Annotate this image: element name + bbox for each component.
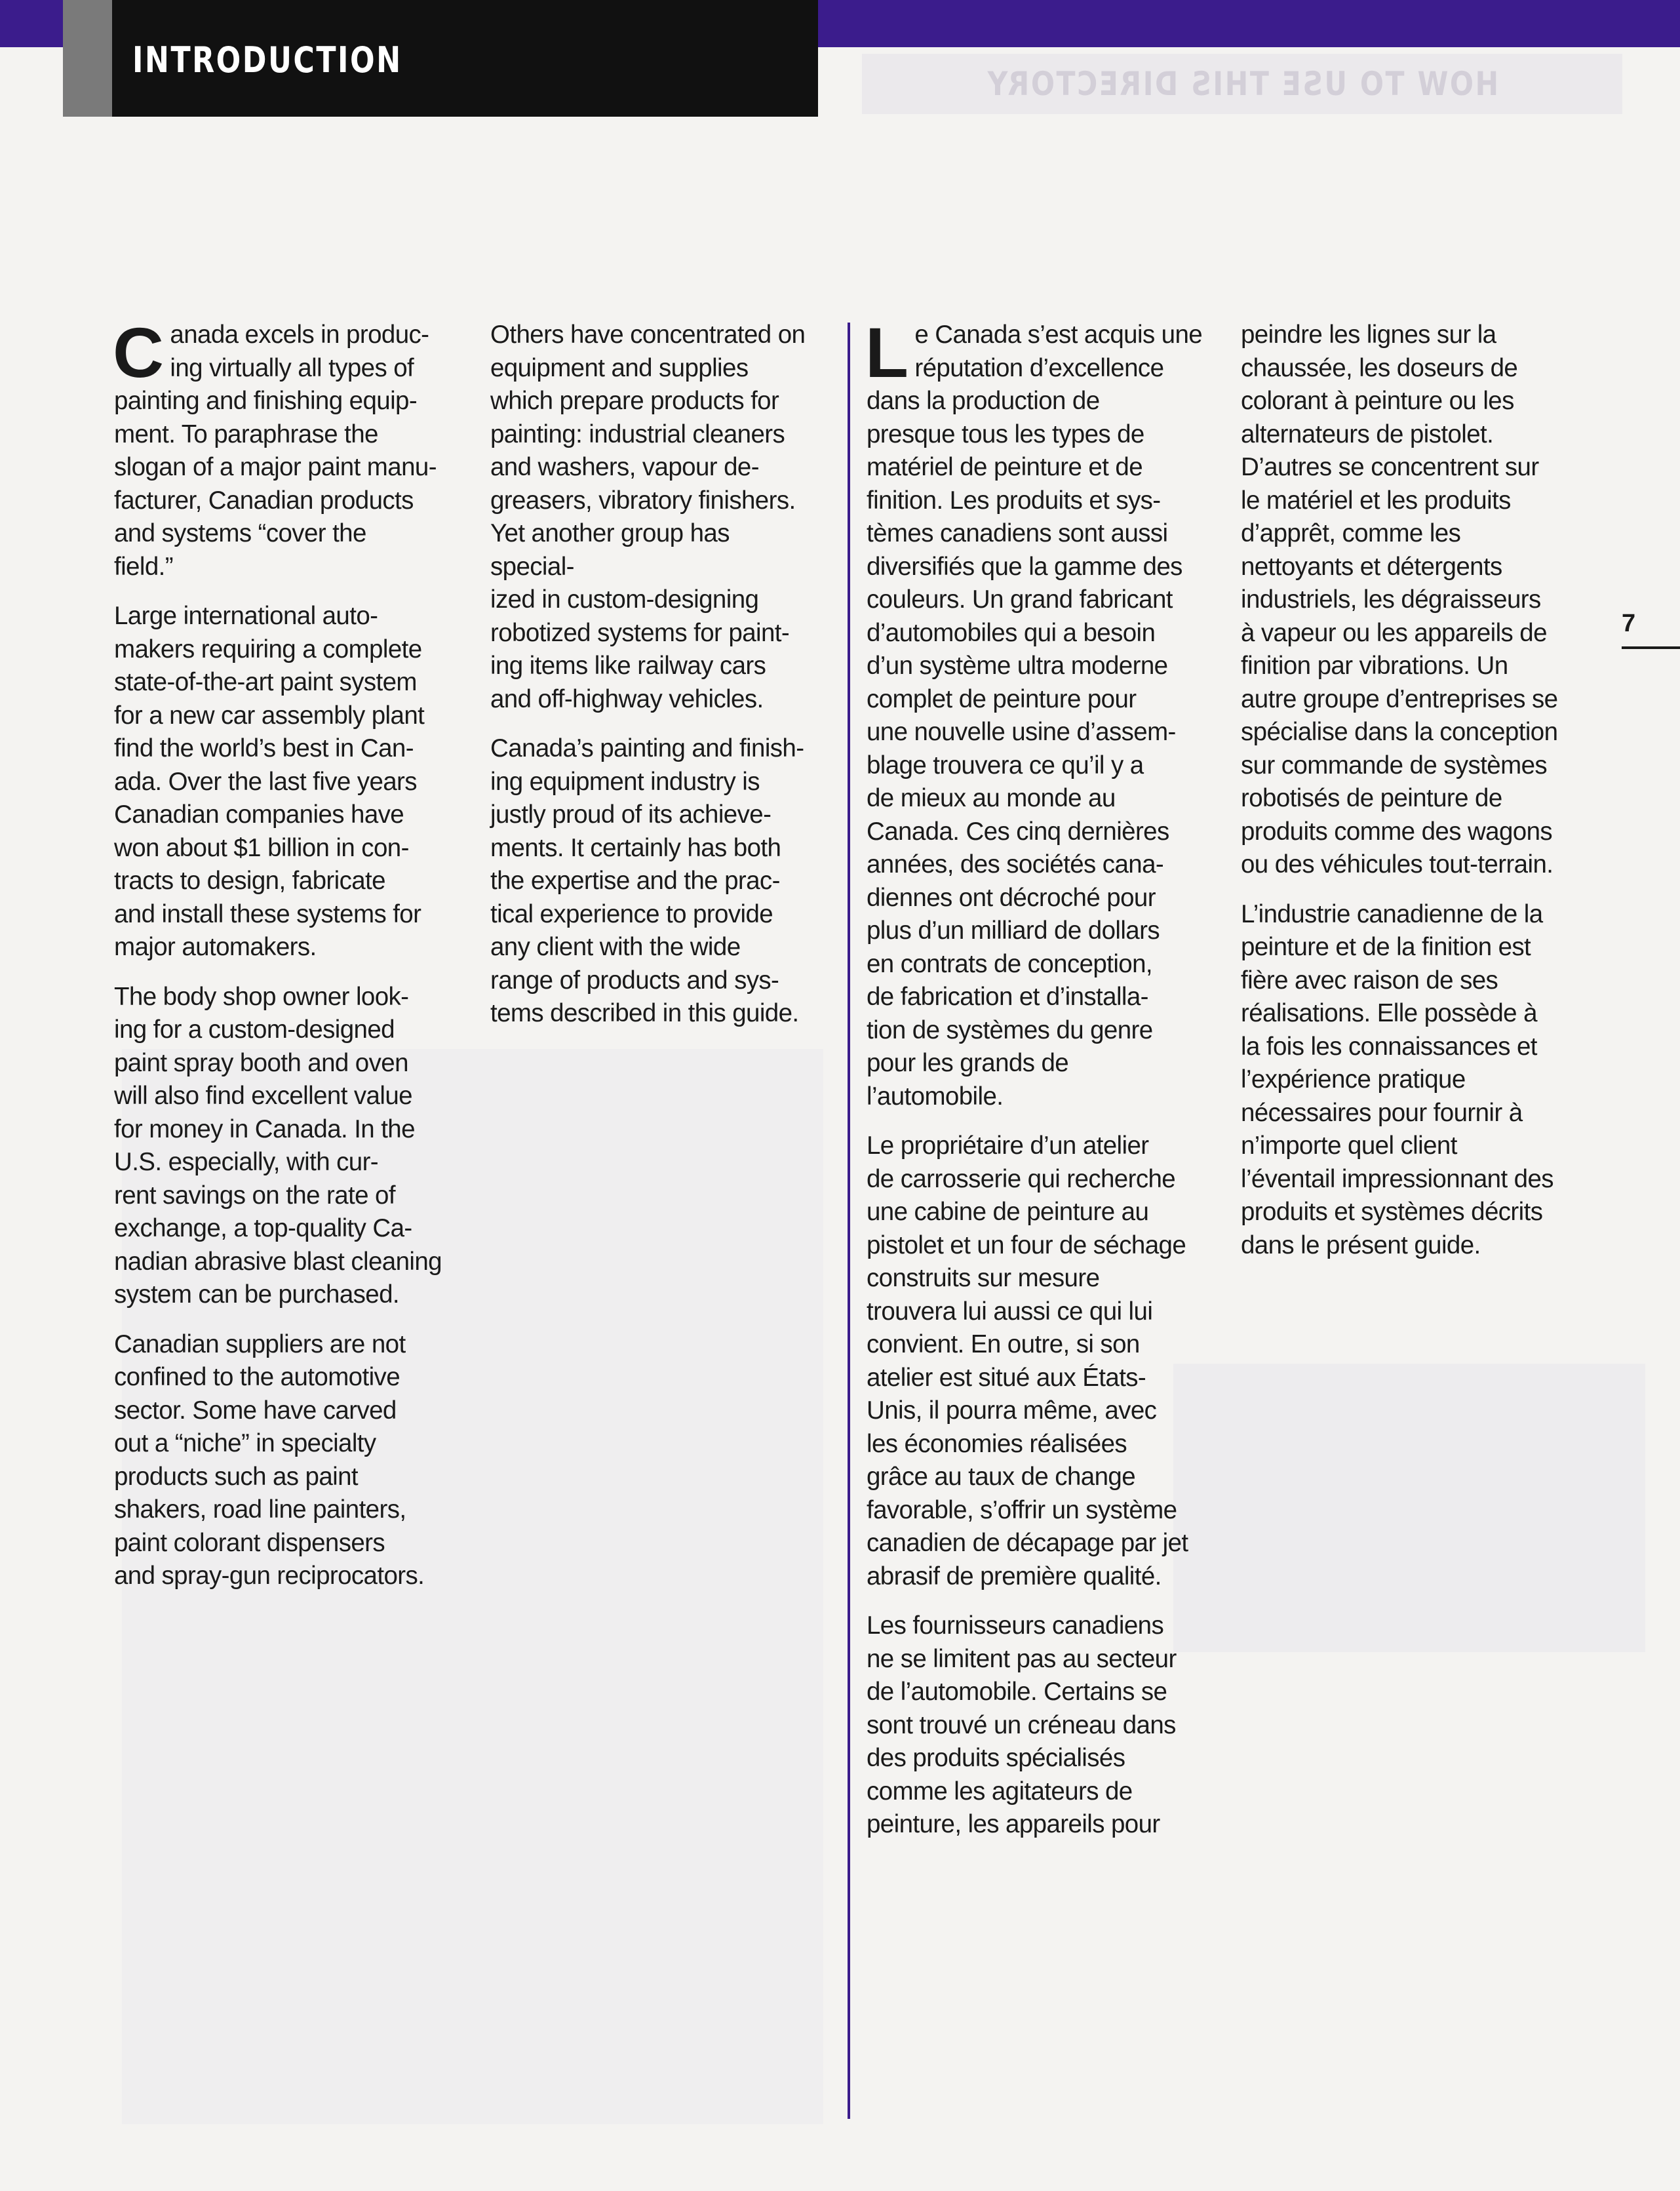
english-paragraph-6: Canada’s painting and finish- ing equipment industry is justly proud of its achieve- ments. It certainly has both the expertise and the prac- tical experience to provide any client with the wide range of products and sys- tems described in this guide. (490, 734, 804, 1027)
english-paragraph-4: Canadian suppliers are not confined to the automotive sector. Some have carved out a “niche” in specialty products such as paint shakers, road line painters, paint colorant dispensers and spray-gun reciprocators. (114, 1330, 425, 1590)
french-paragraph-3-continued: peindre les lignes sur la chaussée, les doseurs de colorant à peinture ou les alternateurs de pistolet. D’autres se concentrent sur le matériel et les produits d’apprêt, comme les nettoyants et détergents industriels, les dégraisseurs à vapeur ou les appareils de finition par vibrations. Un autre groupe d’entreprises se spécialise dans la conception sur commande de systèmes robotisés de peinture de produits comme des wagons ou des véhicules tout-terrain. (1241, 321, 1558, 878)
show-through-heading (862, 54, 1622, 114)
drop-cap-c: C (113, 313, 164, 392)
english-column-2 (490, 319, 818, 1047)
french-paragraph-1-text: e Canada s’est acquis une réputation d’excellence dans la production de presque tous les types de matériel de peinture et de finition. Les produits et sys- tèmes canadiens sont aussi diversifiés que la gamme des couleurs. Un grand fabricant d’automobiles qui a besoin d’un système ultra moderne complet de peinture pour une nouvelle usine d’assem- blage trouvera ce qu’il y a de mieux au monde au Canada. Ces cinq dernières années, des sociétés cana- diennes ont décroché pour plus d’un milliard de dollars en contrats de conception, de fabrication et d’installa- tion de systèmes du genre pour les grands de l’automobile. (867, 321, 1203, 1111)
english-column-1 (113, 313, 442, 1609)
section-header-tab (63, 0, 818, 117)
english-paragraph-5: Others have concentrated on equipment and supplies which prepare products for painting: industrial cleaners and washers, vapour de- greasers, vibratory finishers. Yet another group has special- ized in custom-designing robotized systems for paint- ing items like railway cars and off-highway vehicles. (490, 321, 806, 713)
english-paragraph-1 (113, 313, 442, 583)
show-through-heading-text: HOW TO USE THIS DIRECTORY (985, 65, 1499, 103)
french-column-1 (865, 313, 1207, 1842)
english-paragraph-1-text: anada excels in produc- ing virtually all types of painting and finishing equip- ment. To paraphrase the slogan of a major paint manu- facturer, Canadian products and systems “cover the field.” (114, 321, 437, 581)
french-paragraph-1 (865, 313, 1207, 1113)
french-paragraph-2: Le propriétaire d’un atelier de carrosserie qui recherche une cabine de peinture au pistolet et un four de séchage construits sur mesure trouvera lui aussi ce qui lui convient. En outre, si son atelier est situé aux États- Unis, il pourra même, avec les économies réalisées grâce au taux de change favorable, s’offrir un système canadien de décapage par jet abrasif de première qualité. (867, 1132, 1188, 1590)
french-paragraph-4: L’industrie canadienne de la peinture et de la finition est fière avec raison de ses réalisations. Elle possède à la fois les connaissances et l’expérience pratique nécessaires pour fournir à n’importe quel client l’éventail impressionnant des produits et systèmes décrits dans le présent guide. (1241, 899, 1553, 1259)
french-paragraph-3: Les fournisseurs canadiens ne se limitent pas au secteur de l’automobile. Certains se sont trouvé un créneau dans des produits spécialisés comme les agitateurs de peinture, les appareils pour (867, 1611, 1177, 1838)
drop-cap-l: L (865, 313, 908, 392)
english-paragraph-3: The body shop owner look- ing for a custom-designed paint spray booth and oven will also find excellent value for money in Canada. In the U.S. especially, with cur- rent savings on the rate of exchange, a top-quality Ca- nadian abrasive blast cleaning system can be purchased. (114, 982, 442, 1309)
page-number: 7 (1622, 610, 1636, 637)
section-title: INTRODUCTION (132, 39, 402, 81)
column-divider (848, 323, 850, 2119)
header-gray-strip (63, 0, 112, 117)
show-through-photo-right (1173, 1364, 1645, 1652)
english-paragraph-2: Large international auto- makers requiring a complete state-of-the-art paint system for a new car assembly plant find the world’s best in Can- ada. Over the last five years Canadian companies have won about $1 billion in con- tracts to design, fabricate and install these systems for major automakers. (114, 602, 425, 961)
page-number-rule (1622, 646, 1680, 649)
french-column-2 (1241, 319, 1582, 1278)
